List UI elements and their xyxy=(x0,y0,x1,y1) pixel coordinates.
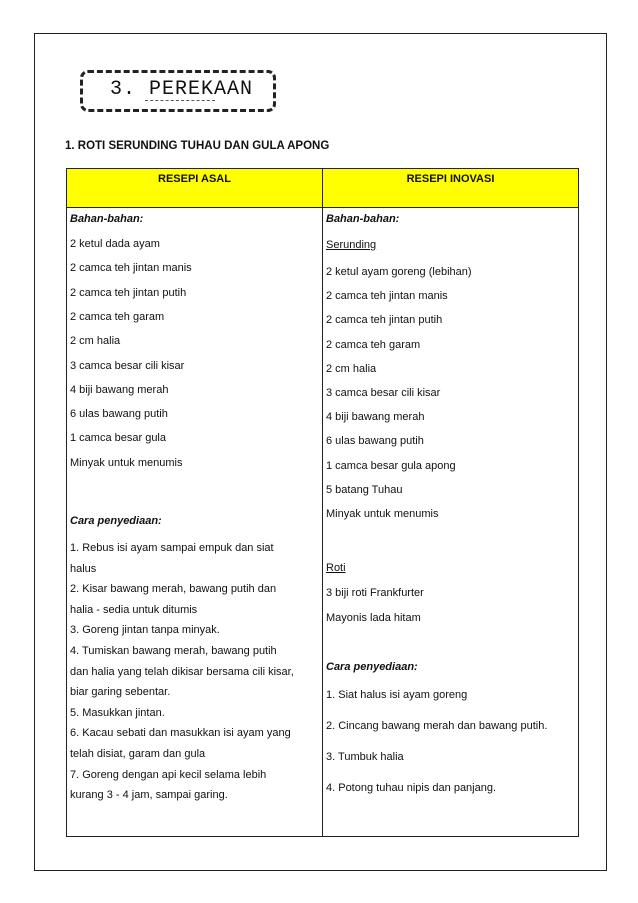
list-item: Mayonis lada hitam xyxy=(326,612,421,624)
list-item: 3 camca besar cili kisar xyxy=(326,387,441,399)
serunding-title: Serunding xyxy=(326,239,377,251)
left-column-cell xyxy=(67,208,323,837)
list-item: dan halia yang telah dikisar bersama cili kisar, xyxy=(70,665,294,678)
list-item: 6. Kacau sebati dan masukkan isi ayam yang xyxy=(70,727,291,740)
list-item: 5 batang Tuhau xyxy=(326,483,403,496)
list-item: 2 ketul dada ayam xyxy=(70,238,160,250)
right-ingredients-title: Bahan-bahan: xyxy=(326,213,400,225)
list-item: 3 biji roti Frankfurter xyxy=(326,587,424,599)
list-item: 2 camca teh jintan putih xyxy=(70,286,187,299)
recipe-heading: 1. ROTI SERUNDING TUHAU DAN GULA APONG xyxy=(65,140,330,152)
list-item: 1 camca besar gula apong xyxy=(326,459,456,472)
list-item: 4 biji bawang merah xyxy=(326,411,425,424)
list-item: 6 ulas bawang putih xyxy=(70,408,168,421)
list-item: 2 camca teh garam xyxy=(326,338,421,351)
left-method-title: Cara penyediaan: xyxy=(70,515,162,527)
recipe-table xyxy=(66,168,579,837)
list-item: biar garing sebentar. xyxy=(70,686,171,699)
list-item: Minyak untuk menumis xyxy=(326,508,439,520)
list-item: 6 ulas bawang putih xyxy=(326,435,424,448)
right-column xyxy=(323,208,578,836)
right-method-title: Cara penyediaan: xyxy=(326,661,418,673)
list-item: 4. Potong tuhau nipis dan panjang. xyxy=(326,782,497,794)
roti-title: Roti xyxy=(326,562,346,574)
list-item: telah disiat, garam dan gula xyxy=(70,748,206,760)
list-item: 4 biji bawang merah xyxy=(70,383,169,396)
list-item: 1 camca besar gula xyxy=(70,432,166,445)
list-item: 1. Rebus isi ayam sampai empuk dan siat xyxy=(70,542,274,554)
list-item: 7. Goreng dengan api kecil selama lebih xyxy=(70,768,267,781)
list-item: 3 camca besar cili kisar xyxy=(70,359,185,372)
list-item: 2 ketul ayam goreng (lebihan) xyxy=(326,266,472,278)
list-item: 3. Goreng jintan tanpa minyak. xyxy=(70,624,220,637)
list-item: Minyak untuk menumis xyxy=(70,456,183,469)
section-title: 3. PEREKAAN xyxy=(110,78,254,101)
list-item: 2 camca teh jintan manis xyxy=(326,290,448,303)
list-item: kurang 3 - 4 jam, sampai garing. xyxy=(70,789,228,802)
list-item: halus xyxy=(70,562,97,575)
list-item: 2 cm halia xyxy=(70,335,121,348)
list-item: 3. Tumbuk halia xyxy=(326,751,404,763)
list-item: 2 camca teh jintan putih xyxy=(326,314,443,327)
list-item: 2 cm halia xyxy=(326,362,377,375)
list-item: 1. Siat halus isi ayam goreng xyxy=(326,689,468,701)
list-item: 4. Tumiskan bawang merah, bawang putih xyxy=(70,645,277,657)
list-item: 2 camca teh jintan manis xyxy=(70,262,192,275)
header-resepi-asal: RESEPI ASAL xyxy=(67,169,323,208)
right-column-cell xyxy=(323,208,579,837)
list-item: 2. Kisar bawang merah, bawang putih dan xyxy=(70,583,277,596)
header-resepi-inovasi: RESEPI INOVASI xyxy=(323,169,579,208)
list-item: 5. Masukkan jintan. xyxy=(70,706,165,719)
list-item: 2 camca teh garam xyxy=(70,310,165,323)
list-item: halia - sedia untuk ditumis xyxy=(70,603,198,616)
list-item: 2. Cincang bawang merah dan bawang putih. xyxy=(326,720,548,732)
left-ingredients-title: Bahan-bahan: xyxy=(70,213,144,225)
title-underline xyxy=(145,100,215,101)
left-column xyxy=(67,208,322,836)
